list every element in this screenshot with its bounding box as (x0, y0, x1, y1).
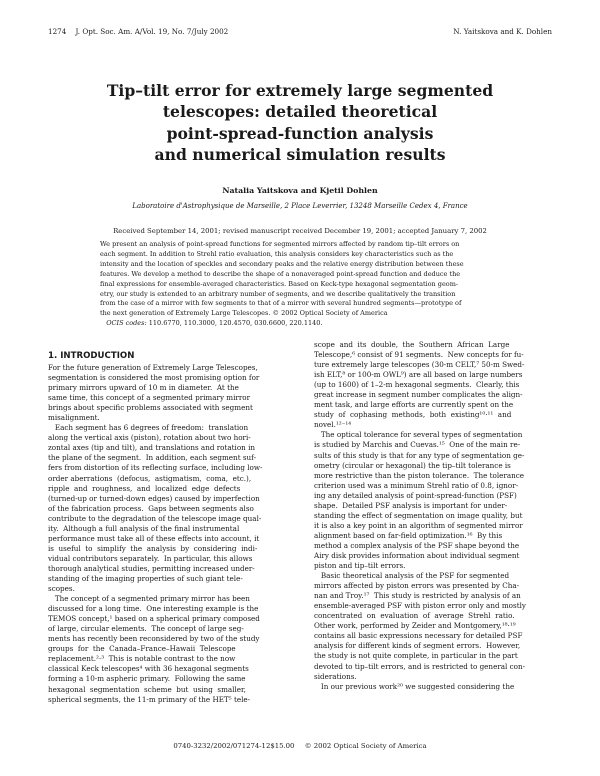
text-line: is useful to simplify the analysis by considering indi- (48, 543, 258, 553)
text-line: alignment based on far-field optimization.¹⁶ By this (314, 530, 503, 540)
journal-citation: J. Opt. Soc. Am. A/Vol. 19, No. 7/July 2002 (75, 27, 229, 36)
text-line: method a complex analysis of the PSF shape beyond the (314, 540, 520, 550)
title-line: Tip–tilt error for extremely large segmented (106, 81, 494, 100)
section-heading: 1. INTRODUCTION (48, 351, 135, 361)
text-line: Other work, performed by Zeider and Montgomery,¹⁸·¹⁹ (314, 621, 516, 631)
abstract-line: final expressions for ensemble-averaged characteristics. Based on Keck-type hexagonal segmentation geom- (100, 279, 459, 288)
text-line: groups for the Canada–France–Hawaii Telescope (48, 644, 236, 654)
text-line: The optical tolerance for several types of segmentation (314, 430, 523, 440)
text-line: performance must take all of these effects into account, it (48, 533, 260, 543)
text-line: Telescope,⁶ consist of 91 segments. New concepts for fu- (314, 350, 524, 360)
text-line: misalignment. (48, 413, 100, 423)
abstract-line: etry, our study is extended to an arbitrary number of segments, and we describe qualitatively the transition (100, 289, 456, 298)
text-line: ometry (circular or hexagonal) the tip–tilt tolerance is (314, 460, 511, 470)
text-line: sults of this study is that for any type of segmentation ge- (314, 450, 525, 460)
text-line: of large, circular elements. The concept of large seg- (48, 624, 244, 634)
text-line: replacement.²·³ This is notable contrast to the now (48, 654, 236, 664)
text-line: standing of the imaging properties of such giant tele- (48, 573, 243, 583)
text-line: siderations. (314, 671, 357, 681)
text-line: contribute to the degradation of the telescope image qual- (48, 513, 262, 523)
abstract-line: intensity and the location of speckles and secondary peaks and the relative energy distribution between these (100, 259, 464, 268)
text-line: In our previous work²⁰ we suggested considering the (314, 681, 515, 691)
abstract-line: the next generation of Extremely Large Telescopes. © 2002 Optical Society of America (100, 309, 388, 318)
text-line: along the vertical axis (piston), rotation about two hori- (48, 433, 251, 443)
text-line: zontal axes (tip and tilt), and translations and rotation in (48, 443, 256, 453)
text-line: For the future generation of Extremely Large Telescopes, (48, 363, 258, 372)
text-line: novel.¹²⁻¹⁴ (314, 420, 352, 430)
title-line: telescopes: detailed theoretical (162, 102, 438, 122)
text-line: segmentation is considered the most promising option for (48, 373, 260, 383)
abstract-line: We present an analysis of point-spread functions for segmented mirrors affected by random tip–tilt errors on (100, 240, 460, 248)
ocis-label: OCIS codes: (106, 319, 147, 328)
text-line: devoted to tip–tilt errors, and is restricted to general con- (314, 661, 526, 671)
text-line: same time, this concept of a segmented primary mirror (48, 393, 251, 403)
text-line: vidual contributors separately. In particular, this allows (48, 553, 253, 563)
ocis-codes (100, 319, 502, 329)
text-line: ish ELT,⁸ or 100-m OWL⁹) are all based on large numbers (314, 370, 523, 380)
text-line: of the fabrication process. Gaps between segments also (48, 503, 254, 513)
text-line: shape. Detailed PSF analysis is important for under- (314, 500, 508, 510)
page-footer (0, 742, 600, 750)
article-code: 0740-3232/2002/071274-12$15.00 (173, 742, 295, 750)
text-line: (up to 1600) of 1–2-m hexagonal segments. Clearly, this (314, 380, 520, 390)
title-line: point-spread-function analysis (166, 123, 434, 143)
text-line: contains all basic expressions necessary for detailed PSF (314, 631, 523, 641)
text-line: great increase in segment number complicates the align- (314, 390, 523, 400)
running-header-authors: N. Yaitskova and K. Dohlen (453, 27, 552, 36)
text-line: mirrors affected by piston errors was presented by Cha- (314, 581, 520, 591)
text-line: analysis for different kinds of segment errors. However, (314, 641, 521, 651)
body-column-left (48, 350, 300, 705)
text-line: criterion used was a minimum Strehl ratio of 0.8, ignor- (314, 480, 519, 490)
text-line: Each segment has 6 degrees of freedom: translation (48, 423, 249, 433)
running-header-left (48, 27, 228, 36)
text-line: spherical segments, the 11-m primary of the HET⁵ tele- (48, 694, 251, 704)
text-line: ing any detailed analysis of point-spread-function (PSF) (314, 490, 517, 500)
abstract (100, 240, 502, 329)
text-line: study of cophasing methods, both existing¹⁰·¹¹ and (314, 410, 512, 420)
ocis-code-values: 110.6770, 110.3000, 120.4570, 030.6600, 220.1140. (148, 319, 323, 328)
text-line: forming a 10-m aspheric primary. Following the same (48, 674, 246, 684)
title-line: and numerical simulation results (154, 144, 446, 164)
text-line: hexagonal segmentation scheme but using smaller, (48, 684, 246, 694)
text-line: order aberrations (defocus, astigmatism, coma, etc.), (48, 473, 252, 483)
text-line: standing the effect of segmentation on image quality, but (314, 510, 523, 520)
text-line: TEMOS concept,¹ based on a spherical primary composed (48, 614, 260, 624)
text-line: more restrictive than the piston tolerance. The tolerance (314, 470, 525, 480)
text-line: Basic theoretical analysis of the PSF for segmented (314, 571, 510, 581)
text-line: primary mirrors upward of 10 m in diameter. At the (48, 383, 239, 393)
received-dates: Received September 14, 2001; revised manuscript received December 19, 2001; accepted January 7, 2002 (113, 227, 487, 235)
text-line: ture extremely large telescopes (30-m CELT,⁷ 50-m Swed- (314, 360, 525, 370)
abstract-line: features. We develop a method to describe the shape of a nonaveraged point-spread function and deduce the (100, 269, 461, 278)
paper-title (60, 80, 540, 165)
text-line: ity. Although a full analysis of the final instrumental (48, 523, 240, 533)
body-column-right (314, 340, 570, 692)
text-line: the plane of the segment. In addition, each segment suf- (48, 453, 257, 463)
text-line: classical Keck telescopes⁴ with 36 hexagonal segments (48, 664, 249, 674)
text-line: scope and its double, the Southern African Large (314, 340, 510, 349)
text-line: scopes. (48, 584, 75, 594)
text-line: ripple and roughness, and localized edge defects (48, 483, 241, 493)
text-line: fers from distortion of its reflecting surface, including low- (48, 463, 263, 473)
text-line: Airy disk provides information about individual segment (314, 550, 520, 560)
text-line: nan and Troy.¹⁷ This study is restricted by analysis of an (314, 591, 521, 601)
text-line: is studied by Marchis and Cuevas.¹⁵ One of the main re- (314, 440, 521, 450)
text-line: thorough analytical studies, permitting increased under- (48, 563, 255, 573)
text-line: brings about specific problems associated with segment (48, 403, 253, 413)
text-line: The concept of a segmented primary mirror has been (48, 594, 250, 604)
text-line: ensemble-averaged PSF with piston error only and mostly (314, 601, 526, 611)
page-number: 1274 (48, 27, 67, 36)
text-line: (turned-up or turned-down edges) caused by imperfection (48, 493, 260, 503)
text-line: it is also a key point in an algorithm of segmented mirror (314, 520, 523, 530)
text-line: concentrated on evaluation of average Strehl ratio. (314, 611, 515, 621)
text-line: the study is not quite complete, in particular in the part (314, 651, 518, 661)
text-line: piston and tip–tilt errors. (314, 561, 406, 571)
abstract-line: each segment. In addition to Strehl ratio evaluation, this analysis considers key characteristics such as the (100, 249, 454, 258)
text-line: ment task, and large efforts are currently spent on the (314, 400, 514, 410)
right-column-text (314, 340, 570, 692)
author-list: Natalia Yaitskova and Kjetil Dohlen (222, 186, 378, 195)
left-column-text (48, 363, 300, 705)
footer-copyright: © 2002 Optical Society of America (304, 742, 427, 750)
text-line: discussed for a long time. One interesting example is the (48, 604, 259, 614)
text-line: ments has recently been reconsidered by two of the study (48, 634, 260, 644)
abstract-line: from the case of a mirror with few segments to that of a mirror with several hundred segments—prototype of (100, 299, 462, 308)
affiliation: Laboratoire d'Astrophysique de Marseille, 2 Place Leverrier, 13248 Marseille Cedex 4, France (132, 202, 468, 210)
